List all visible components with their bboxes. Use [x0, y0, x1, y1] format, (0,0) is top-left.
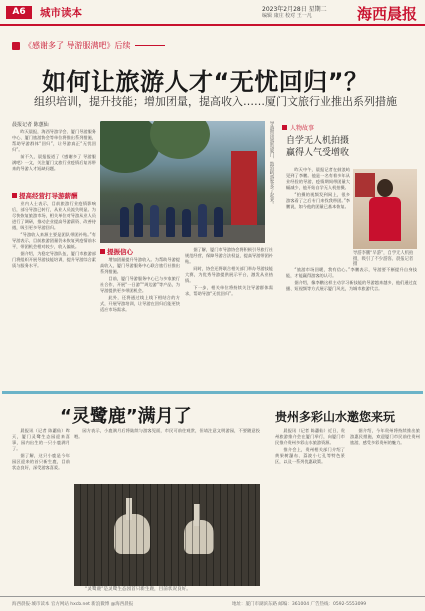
- headline: 如何让旅游人才“无忧回归”？: [42, 68, 369, 96]
- article-column-3: 据了解，厦门市导游协会将积极引导旅行社规范经营，保障导游合法权益，提高导游带团补贴。 同时，协会还将联合相关部门举办导游技能大赛，为优秀导游提供展示平台，激发从业热情。 下一步，相关单位将持续关注导游群体需求，帮助导游“无忧回归”。: [185, 247, 273, 296]
- section-title: 城市读本: [40, 7, 82, 19]
- sidebar-photo-caption: 导游李鹏“早游”，自学无人机拍摄，吸引了不少游客。晨报记者 摄: [353, 251, 414, 267]
- guizhou-column-2: 据介绍，今年贵州将持续推出旅游惠民措施，欢迎厦门市民前往贵州旅游，感受多彩贵州的魅力。: [350, 428, 420, 445]
- newspaper-logo: 海西晨报: [356, 5, 417, 23]
- article-column-1: 昨天晨报，海西导游学会、厦门导游服务中心、厦门旅游协会等单位将推出系列措施，帮助导游群体“回归”，让导游真正“无忧回归”。 前不久，晨报报道了《感谢多了 导游服满吧》一文，关注厦门文旅行业疫情后复苏带来的导游人才短缺问题。: [12, 129, 96, 171]
- page-footer: [0, 598, 425, 611]
- sidebar-tag: 人物故事: [282, 123, 314, 132]
- deer-column-1: 晨报讯（记者 陈蕙仙）昨天，厦门灵鹭生态园迎来喜事，园内出生的一只小鹿满月了。 据了解，这只小鹿是今年园区迎来的首只新生鹿，目前状态良好，深受游客喜爱。: [12, 428, 70, 470]
- footer-right: 地址：厦门市湖滨东路 邮编：361004 广告热线：0592-5553099: [232, 602, 367, 607]
- heading-icon: [100, 249, 105, 254]
- sidebar-text-2: “旅游市场回暖，我有信心。”李鹏表示，导游要不断提升自身技能，才能赢得游客的认可。 据介绍，像李鹏这样主动学习新技能的导游越来越多，他们通过直播、短视频等方式展示厦门风光，为城市旅游代言。: [286, 267, 417, 291]
- byline: 晨报记者 陈蕙仙: [12, 122, 49, 128]
- deer-column-2: 园方表示，小鹿满月后将陆续与游客见面，市民可前往观赏，但请注意文明游园，不要随意投喂。: [74, 428, 260, 439]
- kicker-icon: [12, 42, 20, 50]
- page-number: A6: [6, 6, 32, 19]
- sidebar-title: 自学无人机拍摄 赢得人气受增收: [286, 136, 350, 158]
- article-column-1b: 业内人士表示，目前旅游行业疫情影响后，部分导游已转行，从业人员流失明显。为尽快恢复旅游市场，相关单位对导游从业人员进行了调研，推动企业提高导游薪资、改善待遇，吸引更多导游回归。 “导游收入来源主要是团队带团补贴。”有导游表示，目前旅游团量仍未恢复到疫情前水平，带团机会相对较少，收入偏低。 据介绍，为稳定导游队伍，厦门市旅游部门将组织开展导游技能培训，提升导游综合素质与服务水平。: [12, 201, 96, 268]
- issue-date: 2023年2月28日 星期二: [262, 6, 327, 13]
- footer-left: 海西晨报·城市读本 官方网站 hxcb.net 新浪微博 @海西晨报: [12, 602, 134, 607]
- deer-headline: “灵鹭鹿”满月了: [60, 406, 192, 427]
- section-heading-1: 提高经营打导游薪酬: [12, 191, 78, 200]
- heading-icon: [12, 193, 17, 198]
- tour-group-photo: [100, 121, 265, 243]
- section-heading-2: 提振信心: [100, 247, 133, 256]
- deer-photo-caption: “灵鹭鹿”是灵鹭生态园首只新生鹿，目前状况良好。: [85, 587, 191, 592]
- sidebar-text: 昨天中午，晨报记者在鼓浪屿见到了李鹏。他是一名有着多年从业经验的导游，疫情期间带团量大幅减少，他开始自学无人机拍摄。 “拍摄的视频发到网上，很多游客看了之后专门来找我带团。”李鹏说，如今他的团量已基本恢复。: [286, 167, 350, 209]
- section-divider: [2, 391, 423, 394]
- deer-photo: [74, 484, 260, 586]
- page-header: [0, 0, 425, 24]
- header-divider: [0, 24, 425, 26]
- guizhou-headline: 贵州多彩山水邀您来玩: [275, 410, 396, 424]
- article-kicker: 《感谢多了 导游服满吧》后续: [12, 40, 165, 51]
- kicker-line: [135, 45, 165, 46]
- photo-caption: 导游带团游览厦门，鼓浪屿游客多了起来。: [269, 121, 274, 207]
- article-column-2: 增加团量提升导游收入。为帮助导游提高收入，厦门导游服务中心联合旅行社推出系列措施。 目前，厦门导游服务中心已与多家旅行社合作，开展“一日游”“周边游”等产品，为导游提供更多带团机会。 此外，还将通过线上线下相结合的方式，开展导游培训，让导游在回归后能更快适应市场需求。: [100, 257, 180, 312]
- editors: 编辑 康庄 校对 王一凡: [262, 13, 312, 19]
- guizhou-column-1: 晨报讯（记者 陈蕙仙）近日，贵州旅游推介会在厦门举行，向厦门市民推介贵州多彩山水旅游资源。 推介会上，贵州相关部门介绍了黄果树瀑布、荔波小七孔等特色景区，以及一系列优惠政策。: [275, 428, 345, 464]
- sidebar-story: [280, 121, 420, 385]
- tag-icon: [282, 125, 287, 130]
- sub-headline: 组织培训，提升技能；增加团量，提高收入……厦门文旅行业推出系列措施: [34, 95, 397, 108]
- guide-portrait-photo: [353, 169, 417, 249]
- footer-divider: [0, 596, 425, 597]
